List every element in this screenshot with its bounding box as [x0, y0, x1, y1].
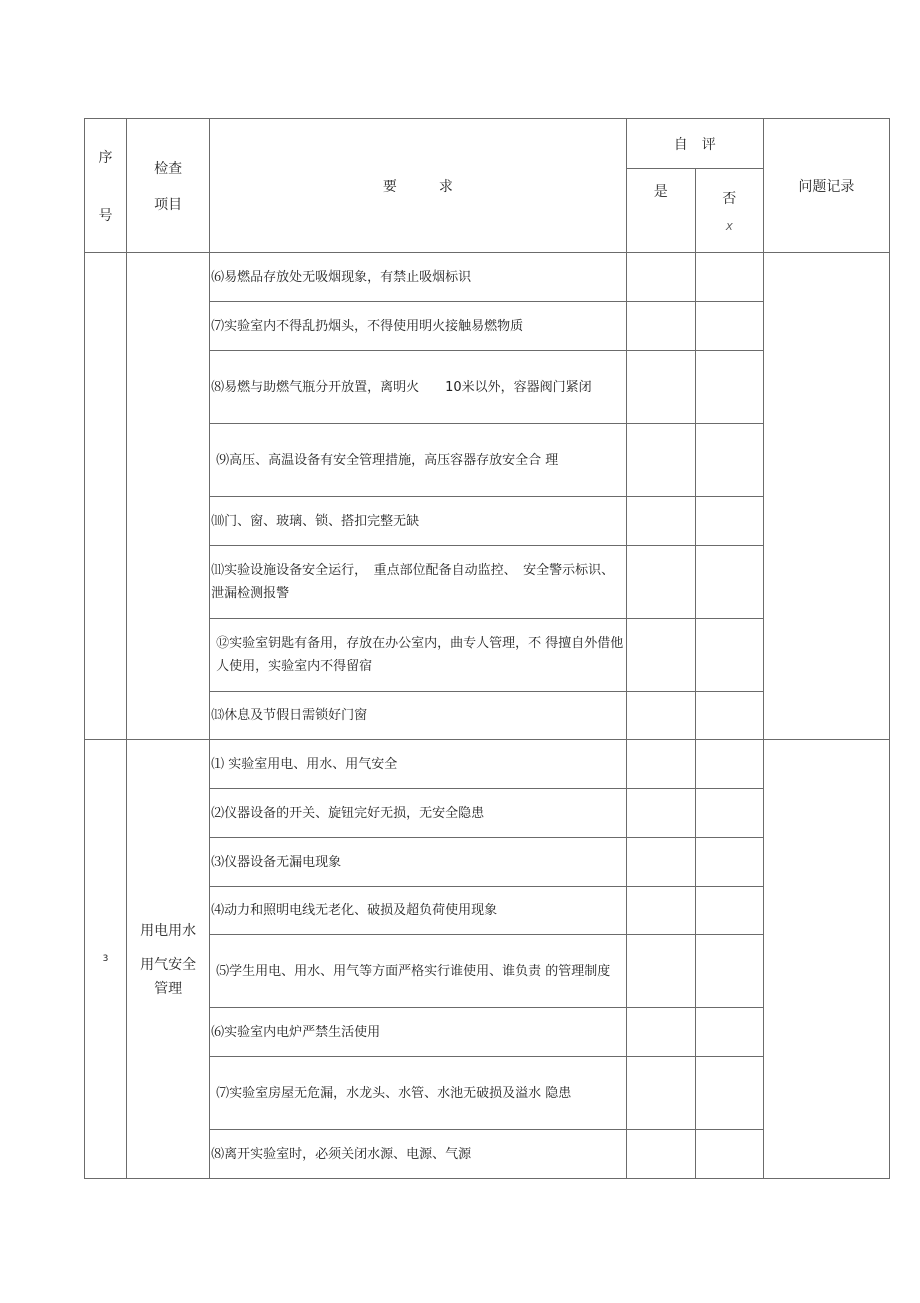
header-no-label: 否 — [722, 191, 737, 207]
yes-cell[interactable] — [626, 546, 695, 619]
no-cell[interactable] — [695, 1130, 763, 1179]
no-cell[interactable] — [695, 692, 763, 740]
requirement-row: ⑾实验设施设备安全运行， 重点部位配备自动监控、 安全警示标识、泄漏检测报警 — [210, 546, 627, 619]
header-problem-record: 问题记录 — [763, 119, 889, 253]
yes-cell[interactable] — [626, 740, 695, 789]
yes-cell[interactable] — [626, 302, 695, 351]
requirement-row: ⑶仪器设备无漏电现象 — [210, 838, 627, 887]
no-cell[interactable] — [695, 740, 763, 789]
requirement-row: ⑽门、窗、玻璃、锁、搭扣完整无缺 — [210, 497, 627, 546]
no-cell[interactable] — [695, 546, 763, 619]
no-cell[interactable] — [695, 789, 763, 838]
header-no-mark: X — [725, 222, 733, 233]
requirement-row: ⑸学生用电、用水、用气等方面严格实行谁使用、谁负责 的管理制度 — [210, 935, 627, 1008]
yes-cell[interactable] — [626, 351, 695, 424]
section-a-number — [85, 253, 127, 740]
requirement-row: ⑷动力和照明电线无老化、破损及超负荷使用现象 — [210, 887, 627, 935]
requirement-row: ⒀休息及节假日需锁好门窗 — [210, 692, 627, 740]
section-b-notes[interactable] — [763, 740, 889, 1179]
yes-cell[interactable] — [626, 789, 695, 838]
inspection-table — [84, 118, 890, 1179]
yes-cell[interactable] — [626, 424, 695, 497]
yes-cell[interactable] — [626, 838, 695, 887]
section-a-notes[interactable] — [763, 253, 889, 740]
no-cell[interactable] — [695, 253, 763, 302]
requirement-row: ⑻离开实验室时，必须关闭水源、电源、气源 — [210, 1130, 627, 1179]
section-b-number: 3 — [85, 740, 127, 1179]
section-b-item: 用电用水 用气安全 管理 — [127, 740, 210, 1179]
header-requirement: 要 求 — [210, 119, 627, 253]
no-cell[interactable] — [695, 351, 763, 424]
no-cell[interactable] — [695, 497, 763, 546]
yes-cell[interactable] — [626, 887, 695, 935]
requirement-row: ⑴ 实验室用电、用水、用气安全 — [210, 740, 627, 789]
requirement-row: ⑼高压、高温设备有安全管理措施，高压容器存放安全合 理 — [210, 424, 627, 497]
header-check-item: 检查 项目 — [127, 119, 210, 253]
no-cell[interactable] — [695, 1057, 763, 1130]
requirement-row: ⑵仪器设备的开关、旋钮完好无损，无安全隐患 — [210, 789, 627, 838]
yes-cell[interactable] — [626, 253, 695, 302]
yes-cell[interactable] — [626, 1008, 695, 1057]
no-cell[interactable] — [695, 935, 763, 1008]
yes-cell[interactable] — [626, 1130, 695, 1179]
header-no — [695, 169, 763, 253]
no-cell[interactable] — [695, 424, 763, 497]
no-cell[interactable] — [695, 302, 763, 351]
no-cell[interactable] — [695, 1008, 763, 1057]
header-serial-number: 序 号 — [85, 119, 127, 253]
requirement-row: ⑺实验室房屋无危漏，水龙头、水管、水池无破损及溢水 隐患 — [210, 1057, 627, 1130]
requirement-row: ⑻易燃与助燃气瓶分开放置，离明火 10米以外，容器阀门紧闭 — [210, 351, 627, 424]
header-self-evaluation: 自 评 — [626, 119, 763, 169]
requirement-row: ⑹易燃品存放处无吸烟现象，有禁止吸烟标识 — [210, 253, 627, 302]
yes-cell[interactable] — [626, 1057, 695, 1130]
yes-cell[interactable] — [626, 935, 695, 1008]
no-cell[interactable] — [695, 887, 763, 935]
yes-cell[interactable] — [626, 497, 695, 546]
requirement-row: ⑺实验室内不得乱扔烟头，不得使用明火接触易燃物质 — [210, 302, 627, 351]
yes-cell[interactable] — [626, 619, 695, 692]
header-yes: 是 — [626, 169, 695, 253]
section-a-item — [127, 253, 210, 740]
no-cell[interactable] — [695, 619, 763, 692]
yes-cell[interactable] — [626, 692, 695, 740]
requirement-row: ⑹实验室内电炉严禁生活使用 — [210, 1008, 627, 1057]
requirement-row: ⑫实验室钥匙有备用，存放在办公室内，曲专人管理，不 得擅自外借他人使用，实验室内不得留宿 — [210, 619, 627, 692]
no-cell[interactable] — [695, 838, 763, 887]
